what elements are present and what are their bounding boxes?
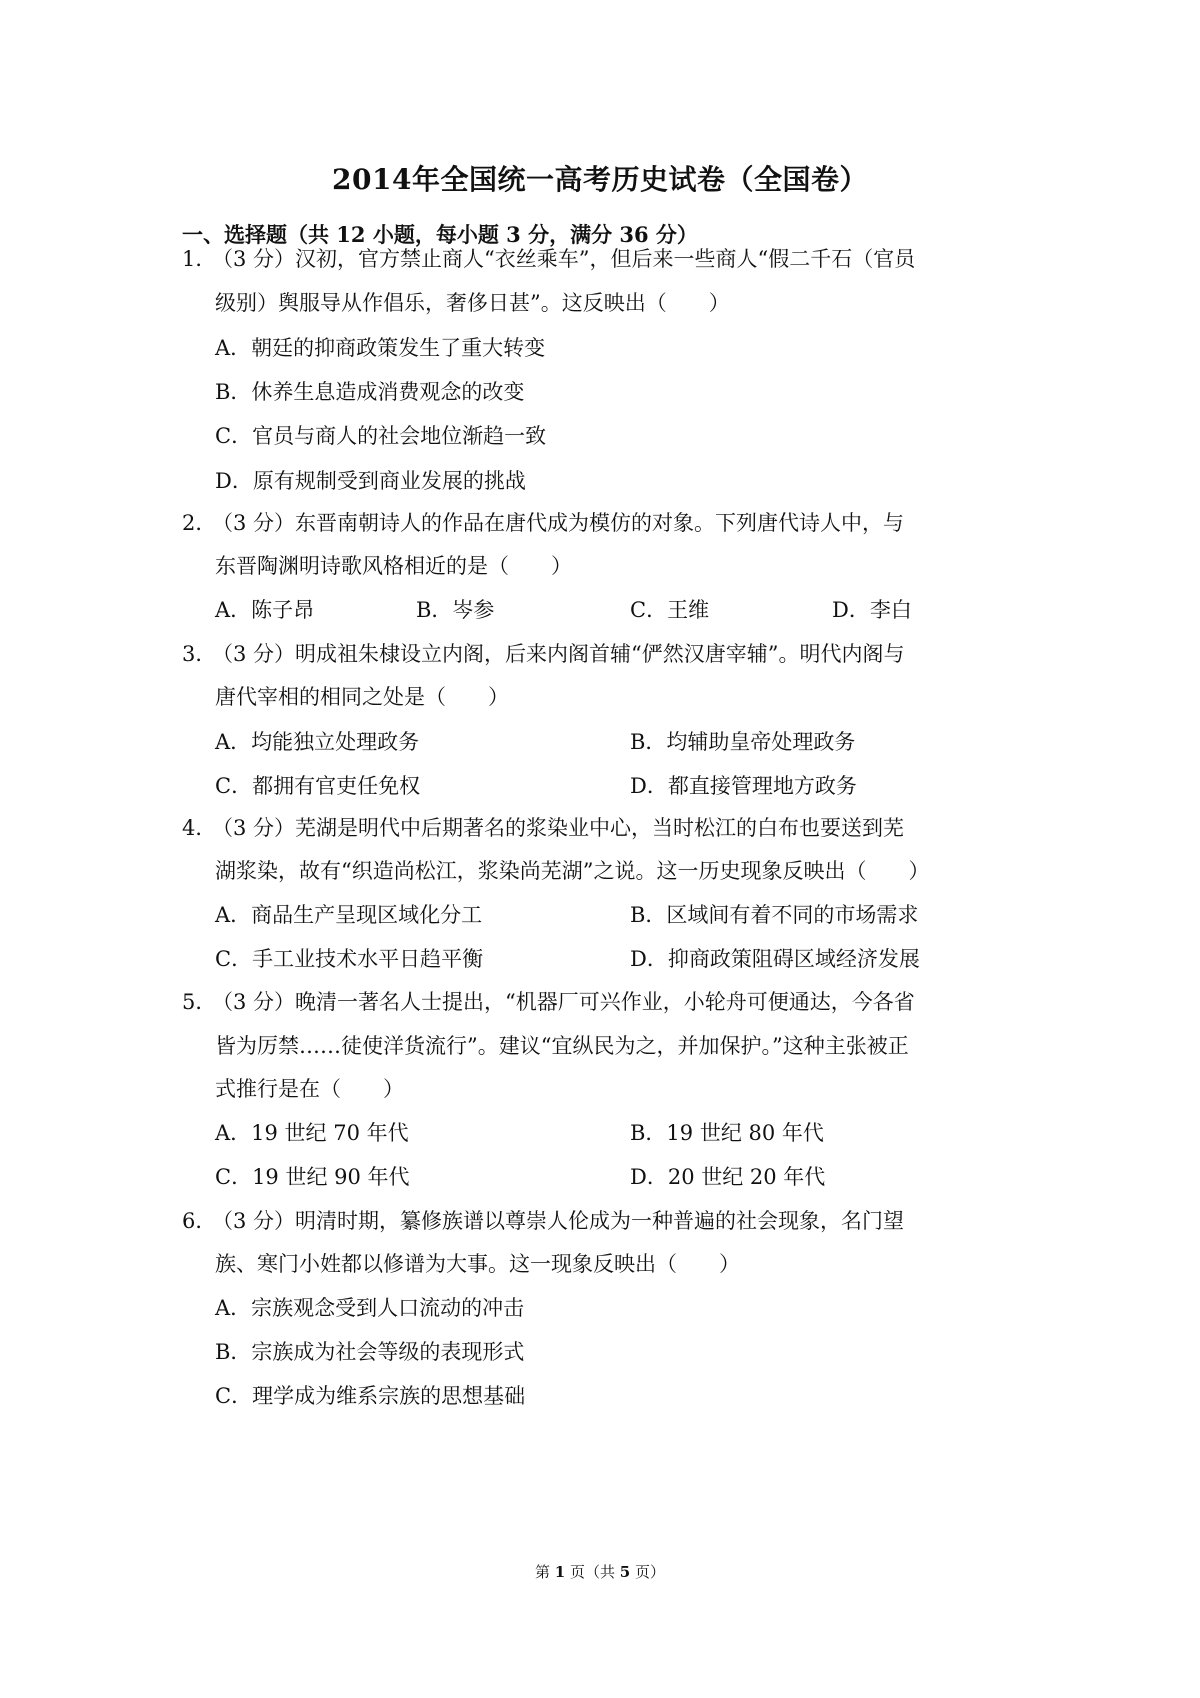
- option-b: B．宗族成为社会等级的表现形式: [215, 1340, 525, 1364]
- question-number: 5．: [182, 990, 217, 1014]
- option-a: A．商品生产呈现区域化分工: [215, 903, 483, 927]
- question-text-line: （3 分）东晋南朝诗人的作品在唐代成为模仿的对象。下列唐代诗人中，与: [212, 511, 905, 535]
- option-c: C．手工业技术水平日趋平衡: [215, 947, 484, 971]
- option-b: B．19 世纪 80 年代: [630, 1121, 824, 1145]
- page-title: 2014年全国统一高考历史试卷（全国卷）: [332, 163, 868, 196]
- option-d: D．抑商政策阻碍区域经济发展: [630, 947, 920, 971]
- question-text-line: 族、寒门小姓都以修谱为大事。这一现象反映出（ ）: [215, 1252, 740, 1276]
- question-number: 3．: [182, 642, 217, 666]
- question-number: 2．: [182, 511, 217, 535]
- question-text-line: 唐代宰相的相同之处是（ ）: [215, 685, 509, 709]
- option-b: B．区域间有着不同的市场需求: [630, 903, 919, 927]
- question-text-line: 式推行是在（ ）: [215, 1077, 404, 1101]
- question-text-line: 级别）舆服导从作倡乐，奢侈日甚”。这反映出（ ）: [215, 291, 730, 315]
- option-a: A．陈子昂: [215, 598, 315, 622]
- option-a: A．宗族观念受到人口流动的冲击: [215, 1296, 525, 1320]
- option-a: A．均能独立处理政务: [215, 730, 420, 754]
- question-text-line: 东晋陶渊明诗歌风格相近的是（ ）: [215, 554, 572, 578]
- option-d: D．20 世纪 20 年代: [630, 1165, 826, 1189]
- section-heading: 一、选择题（共 12 小题，每小题 3 分，满分 36 分）: [182, 222, 698, 247]
- footer-total-pages: 5: [619, 1563, 631, 1581]
- question-text-line: （3 分）明清时期，纂修族谱以尊崇人伦成为一种普遍的社会现象，名门望: [212, 1209, 905, 1233]
- footer-page-number: 1: [554, 1563, 566, 1581]
- option-d: D．李白: [832, 598, 912, 622]
- question-text-line: （3 分）汉初，官方禁止商人“衣丝乘车”，但后来一些商人“假二千石（官员: [212, 247, 916, 271]
- question-text-line: （3 分）明成祖朱棣设立内阁，后来内阁首辅“俨然汉唐宰辅”。明代内阁与: [212, 642, 905, 666]
- footer-prefix: 第: [535, 1563, 555, 1581]
- page-footer: [0, 1561, 1200, 1582]
- option-a: A．19 世纪 70 年代: [215, 1121, 409, 1145]
- footer-middle: 页（共: [565, 1563, 620, 1581]
- option-c: C．都拥有官吏任免权: [215, 774, 421, 798]
- option-d: D．都直接管理地方政务: [630, 774, 857, 798]
- question-text-line: （3 分）晚清一著名人士提出，“机器厂可兴作业，小轮舟可便通达，今各省: [212, 990, 915, 1014]
- option-b: B．均辅助皇帝处理政务: [630, 730, 856, 754]
- footer-suffix: 页）: [630, 1563, 665, 1581]
- option-c: C．19 世纪 90 年代: [215, 1165, 410, 1189]
- option-c: C．官员与商人的社会地位渐趋一致: [215, 424, 547, 448]
- option-b: B．休养生息造成消费观念的改变: [215, 380, 525, 404]
- question-text-line: 湖浆染，故有“织造尚松江，浆染尚芜湖”之说。这一历史现象反映出（ ）: [215, 859, 930, 883]
- question-number: 6．: [182, 1209, 217, 1233]
- option-b: B．岑参: [416, 598, 495, 622]
- option-a: A．朝廷的抑商政策发生了重大转变: [215, 336, 546, 360]
- question-number: 4．: [182, 816, 217, 840]
- option-c: C．王维: [630, 598, 710, 622]
- option-c: C．理学成为维系宗族的思想基础: [215, 1384, 526, 1408]
- option-d: D．原有规制受到商业发展的挑战: [215, 469, 526, 493]
- question-text-line: 皆为厉禁……徒使洋货流行”。建议“宜纵民为之，并加保护。”这种主张被正: [215, 1034, 909, 1058]
- question-number: 1．: [182, 247, 217, 271]
- question-text-line: （3 分）芜湖是明代中后期著名的浆染业中心，当时松江的白布也要送到芜: [212, 816, 905, 840]
